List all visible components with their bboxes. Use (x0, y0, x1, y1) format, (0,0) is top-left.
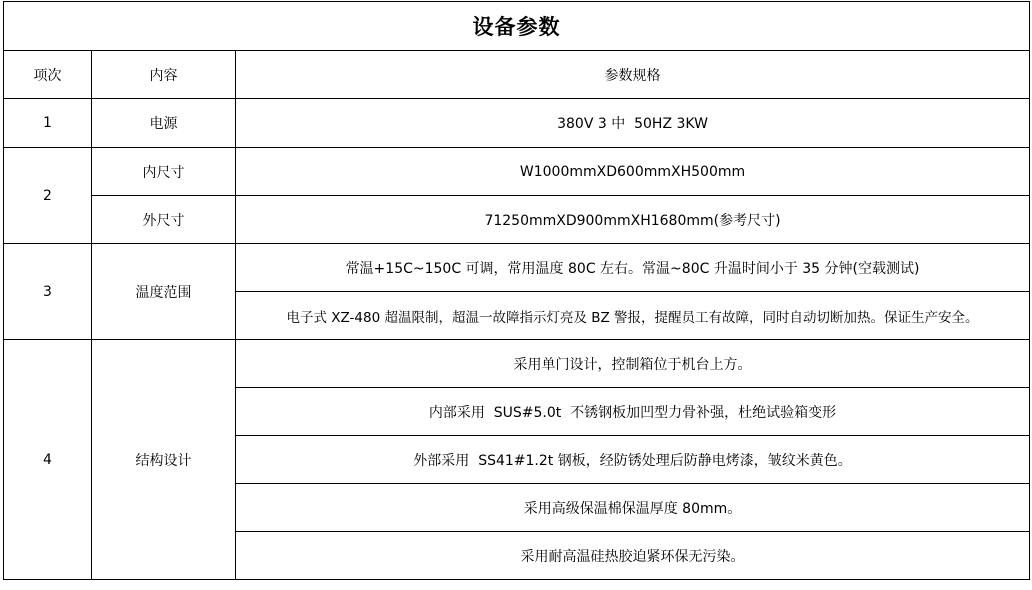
header-spec: 参数规格 (236, 51, 1030, 99)
row-spec: 采用高级保温棉保温厚度 80mm。 (236, 484, 1030, 532)
row-number: 2 (4, 148, 92, 244)
row-spec: 采用耐高温硅热胶迫紧环保无污染。 (236, 532, 1030, 580)
row-spec: 内部采用 SUS#5.0t 不锈钢板加凹型力骨补强，杜绝试验箱变形 (236, 388, 1030, 436)
table-row (4, 244, 1030, 292)
header-content: 内容 (92, 51, 236, 99)
row-number: 4 (4, 340, 92, 580)
header-item-no: 项次 (4, 51, 92, 99)
table-row (4, 196, 1030, 244)
table-row (4, 148, 1030, 196)
row-item: 外尺寸 (92, 196, 236, 244)
table-row (4, 340, 1030, 388)
row-spec: 380V 3 中 50HZ 3KW (236, 99, 1030, 148)
row-item: 内尺寸 (92, 148, 236, 196)
row-number: 1 (4, 99, 92, 148)
row-number: 3 (4, 244, 92, 340)
row-spec: 外部采用 SS41#1.2t 钢板，经防锈处理后防静电烤漆，皱纹米黄色。 (236, 436, 1030, 484)
row-item: 结构设计 (92, 340, 236, 580)
row-item: 温度范围 (92, 244, 236, 340)
row-spec: 常温+15C~150C 可调，常用温度 80C 左右。常温~80C 升温时间小于 35 分钟(空载测试) (236, 244, 1030, 292)
table-title: 设备参数 (4, 2, 1030, 51)
table-row (4, 99, 1030, 148)
row-spec: 采用单门设计，控制箱位于机台上方。 (236, 340, 1030, 388)
row-item: 电源 (92, 99, 236, 148)
row-spec: W1000mmXD600mmXH500mm (236, 148, 1030, 196)
row-spec: 电子式 XZ-480 超温限制，超温一故障指示灯亮及 BZ 警报，提醒员工有故障，同时自动切断加热。保证生产安全。 (236, 292, 1030, 340)
row-spec: 71250mmXD900mmXH1680mm(参考尺寸) (236, 196, 1030, 244)
equipment-parameters-table (3, 1, 1030, 580)
